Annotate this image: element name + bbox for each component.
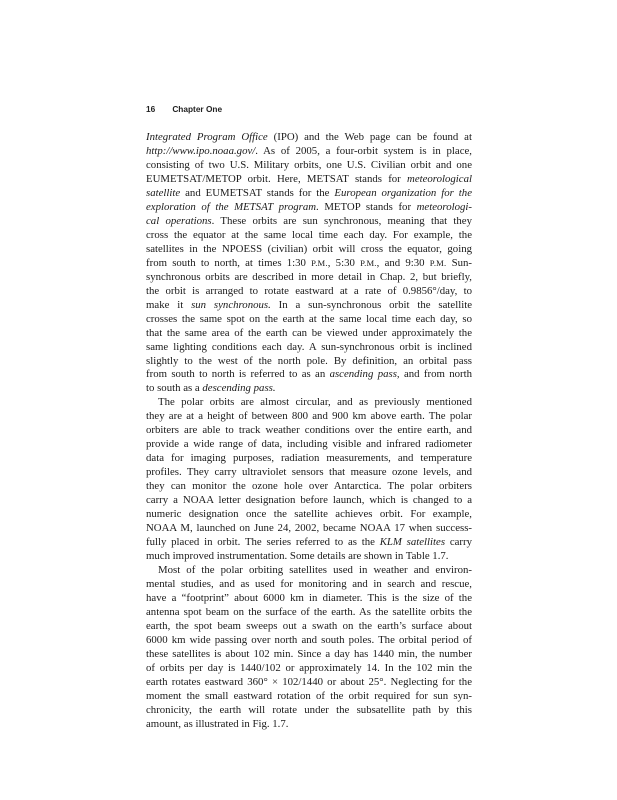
text-run: NOAA M, launched on June 24, 2002, became NOAA 17 when success- xyxy=(146,522,472,535)
text-run: these satellites is about 102 min. Since a day has 1440 min, the number xyxy=(146,647,472,660)
text-line xyxy=(146,606,472,620)
italic-text: ascending pass, xyxy=(329,368,400,381)
text-run: (IPO) and the Web page can be found at xyxy=(267,131,472,143)
text-line xyxy=(146,396,472,410)
italic-text: exploration of the METSAT program xyxy=(146,200,317,213)
text-line xyxy=(146,508,472,522)
text-line xyxy=(146,173,472,187)
text-line xyxy=(146,201,472,215)
paragraph xyxy=(146,564,472,732)
text-line xyxy=(146,215,472,229)
text-run: from south to north is referred to as an xyxy=(146,368,330,381)
italic-text: satellite xyxy=(146,186,181,199)
text-line xyxy=(146,257,472,271)
text-line xyxy=(146,536,472,550)
text-run: the orbit is arranged to rotate eastward at a rate of 0.9856°/day, to xyxy=(146,284,472,297)
text-line xyxy=(146,285,472,299)
italic-text: meteorologi- xyxy=(416,200,472,213)
italic-text: descending pass. xyxy=(202,382,276,395)
text-line xyxy=(146,480,472,494)
text-run: amount, as illustrated in Fig. 1.7. xyxy=(146,717,289,730)
text-run: orbiters are able to track weather conditions over the entire earth, and xyxy=(146,424,472,437)
text-line xyxy=(146,271,472,285)
text-run: P.M. xyxy=(311,257,328,268)
text-run: moment the small eastward rotation of the orbit required for sun syn- xyxy=(146,689,472,702)
text-line xyxy=(146,634,472,648)
paragraph xyxy=(146,131,472,396)
text-run: they can monitor the ozone hole over Antarctica. The polar orbiters xyxy=(146,480,472,493)
italic-text: cal operations xyxy=(146,214,212,227)
text-run: cross the equator at the same local time each day. For example, the xyxy=(146,228,472,241)
text-run: numeric designation once the satellite achieves orbit. For example, xyxy=(146,508,472,521)
text-line xyxy=(146,145,472,159)
text-line xyxy=(146,438,472,452)
text-line xyxy=(146,368,472,382)
text-line xyxy=(146,410,472,424)
italic-text: KLM satellites xyxy=(379,536,446,549)
text-run: crosses the same spot on the earth at the same local time each day, so xyxy=(146,312,472,325)
text-run: slightly to the west of the north pole. By definition, an orbital pass xyxy=(146,354,472,367)
italic-text: Integrated Program Office xyxy=(146,131,268,143)
text-line xyxy=(146,243,472,257)
text-run: P.M. xyxy=(360,257,377,268)
text-line xyxy=(146,424,472,438)
text-run: , and 9:30 xyxy=(376,256,430,269)
text-run: earth rotates eastward 360° × 102/1440 or about 25°. Neglecting for the xyxy=(146,675,472,688)
text-run: to south as a xyxy=(146,382,203,395)
text-line xyxy=(146,382,472,396)
italic-text: http://www.ipo.noaa.gov/ xyxy=(146,144,256,157)
text-line xyxy=(146,313,472,327)
text-run: same lighting conditions each day. A sun-synchronous orbit is inclined xyxy=(146,340,472,353)
text-line xyxy=(146,159,472,173)
text-line xyxy=(146,131,472,145)
text-run: Sun- xyxy=(446,256,472,269)
text-run: . As of 2005, a four-orbit system is in place, xyxy=(255,144,472,157)
text-line xyxy=(146,676,472,690)
text-line xyxy=(146,690,472,704)
text-line xyxy=(146,550,472,564)
text-line xyxy=(146,327,472,341)
text-line xyxy=(146,704,472,718)
text-line xyxy=(146,452,472,466)
paragraph xyxy=(146,396,472,564)
text-line xyxy=(146,355,472,369)
text-run: chronicity, the earth will rotate under the subsatellite path by this xyxy=(146,703,472,716)
text-line xyxy=(146,494,472,508)
text-line xyxy=(146,564,472,578)
text-line xyxy=(146,187,472,201)
text-run: consisting of two U.S. Military orbits, one U.S. Civilian orbit and one xyxy=(146,158,472,171)
text-run: earth, the spot beam sweeps out a swath on the earth’s surface about xyxy=(146,619,472,632)
text-line xyxy=(146,299,472,313)
text-run: , 5:30 xyxy=(327,256,361,269)
text-line xyxy=(146,466,472,480)
text-run: mental studies, and as used for monitoring and in search and rescue, xyxy=(146,578,472,590)
italic-text: meteorological xyxy=(407,172,472,185)
text-run: much improved instrumentation. Some details are shown in Table 1.7. xyxy=(146,550,449,563)
text-line xyxy=(146,522,472,536)
text-run: 6000 km wide passing over north and south poles. The orbital period of xyxy=(146,633,472,646)
text-run: and EUMETSAT stands for the xyxy=(180,186,335,199)
text-run: profiles. They carry ultraviolet sensors that measure ozone levels, and xyxy=(146,466,472,479)
text-run: The polar orbits are almost circular, and as previously mentioned xyxy=(158,396,472,409)
text-line xyxy=(146,341,472,355)
text-run: and from north xyxy=(399,368,472,381)
body-text xyxy=(146,131,472,732)
italic-text: European organization for the xyxy=(334,186,472,199)
text-run: from south to north, at times 1:30 xyxy=(146,256,312,269)
page-number: 16 xyxy=(146,104,156,114)
text-line xyxy=(146,229,472,243)
text-run: of orbits per day is 1440/102 or approximately 14. In the 102 min the xyxy=(146,661,472,674)
text-run: P.M. xyxy=(429,257,447,268)
text-run: that the same area of the earth can be viewed under approximately the xyxy=(146,326,472,339)
text-line xyxy=(146,620,472,634)
text-run: . METOP stands for xyxy=(316,200,417,213)
text-line xyxy=(146,718,472,732)
text-run: carry a NOAA letter designation before launch, which is changed to a xyxy=(146,494,472,507)
text-run: provide a wide range of data, including visible and infrared radiometer xyxy=(146,438,472,451)
text-line xyxy=(146,592,472,606)
text-run: data for imaging purposes, radiation measurements, and temperature xyxy=(146,452,472,465)
text-run: . These orbits are sun synchronous, meaning that they xyxy=(211,214,472,227)
text-line xyxy=(146,662,472,676)
text-run: satellites in the NPOESS (civilian) orbit will cross the equator, going xyxy=(146,242,472,255)
text-run: antenna spot beam on the surface of the earth. As the satellite orbits the xyxy=(146,605,472,618)
text-line xyxy=(146,578,472,592)
text-line xyxy=(146,648,472,662)
chapter-title: Chapter One xyxy=(172,104,223,114)
running-head xyxy=(146,104,222,114)
text-run: have a “footprint” about 6000 km in diameter. This is the size of the xyxy=(146,591,472,604)
text-run: In a sun-synchronous orbit the satellite xyxy=(270,298,473,311)
text-run: Most of the polar orbiting satellites used in weather and environ- xyxy=(158,564,472,577)
text-run: carry xyxy=(445,536,472,549)
italic-text: sun synchronous. xyxy=(191,298,271,311)
text-run: synchronous orbits are described in more detail in Chap. 2, but briefly, xyxy=(146,270,472,283)
text-run: they are at a height of between 800 and 900 km above earth. The polar xyxy=(146,410,472,423)
text-run: make it xyxy=(146,298,192,311)
text-run: fully placed in orbit. The series referred to as the xyxy=(146,536,380,549)
text-run: EUMETSAT/METOP orbit. Here, METSAT stands for xyxy=(146,172,408,185)
